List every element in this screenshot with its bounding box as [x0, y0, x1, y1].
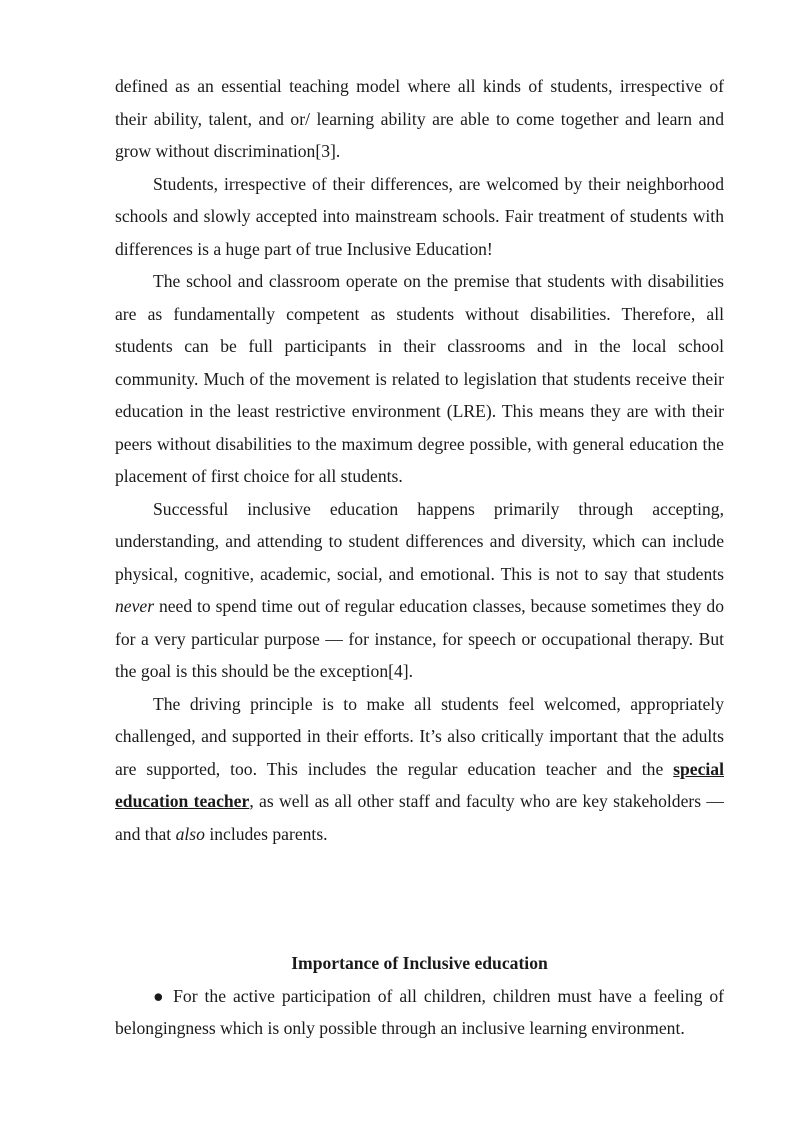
- emphasis-never: never: [115, 596, 155, 616]
- bullet-item: [115, 980, 724, 1045]
- paragraph-5: [115, 688, 724, 851]
- paragraph-4-text-b: need to spend time out of regular education classes, because sometimes they do for a very particular purpose — for instance, for speech or occupational therapy. But the goal is this should be the exception[4].: [115, 596, 724, 681]
- section-heading: Importance of Inclusive education: [291, 953, 548, 973]
- paragraph-3: The school and classroom operate on the premise that students with disabilities are as fundamentally competent as students without disabilities. Therefore, all students can be full participants in their classrooms and in the local school community. Much of the movement is related to legislation that students receive their education in the least restrictive environment (LRE). This means they are with their peers without disabilities to the maximum degree possible, with general education the placement of first choice for all students.: [115, 271, 724, 486]
- paragraph-5-text-b: , as well as all other staff and faculty who are key stakeholders — and that: [115, 791, 725, 844]
- document-page: [115, 70, 724, 1045]
- paragraph-1: defined as an essential teaching model where all kinds of students, irrespective of their ability, talent, and or/ learning ability are able to come together and learn and grow without discrimination[3].: [115, 76, 724, 161]
- paragraph-4: [115, 493, 724, 688]
- paragraph-5-text-a: The driving principle is to make all students feel welcomed, appropriately challenged, and supported in their efforts. It’s also critically important that the adults are supported, too. This includes the regular education teacher and the: [115, 693, 724, 779]
- paragraph-2: Students, irrespective of their differences, are welcomed by their neighborhood schools and slowly accepted into mainstream schools. Fair treatment of students with differences is a huge part of true Inclusive Education!: [115, 173, 724, 259]
- paragraph-5-text-c: includes parents.: [204, 823, 328, 844]
- bullet-icon: ●: [153, 985, 167, 1006]
- bullet-text: For the active participation of all children, children must have a feeling of belongingness which is only possible through an inclusive learning environment.: [115, 985, 724, 1038]
- special-education-teacher-link[interactable]: special education teacher: [115, 758, 724, 811]
- paragraph-4-text-a: Successful inclusive education happens primarily through accepting, understanding, and attending to student differences and diversity, which can include physical, cognitive, academic, social, and emotional. This is not to say that students: [115, 498, 724, 584]
- emphasis-also: also: [175, 823, 205, 844]
